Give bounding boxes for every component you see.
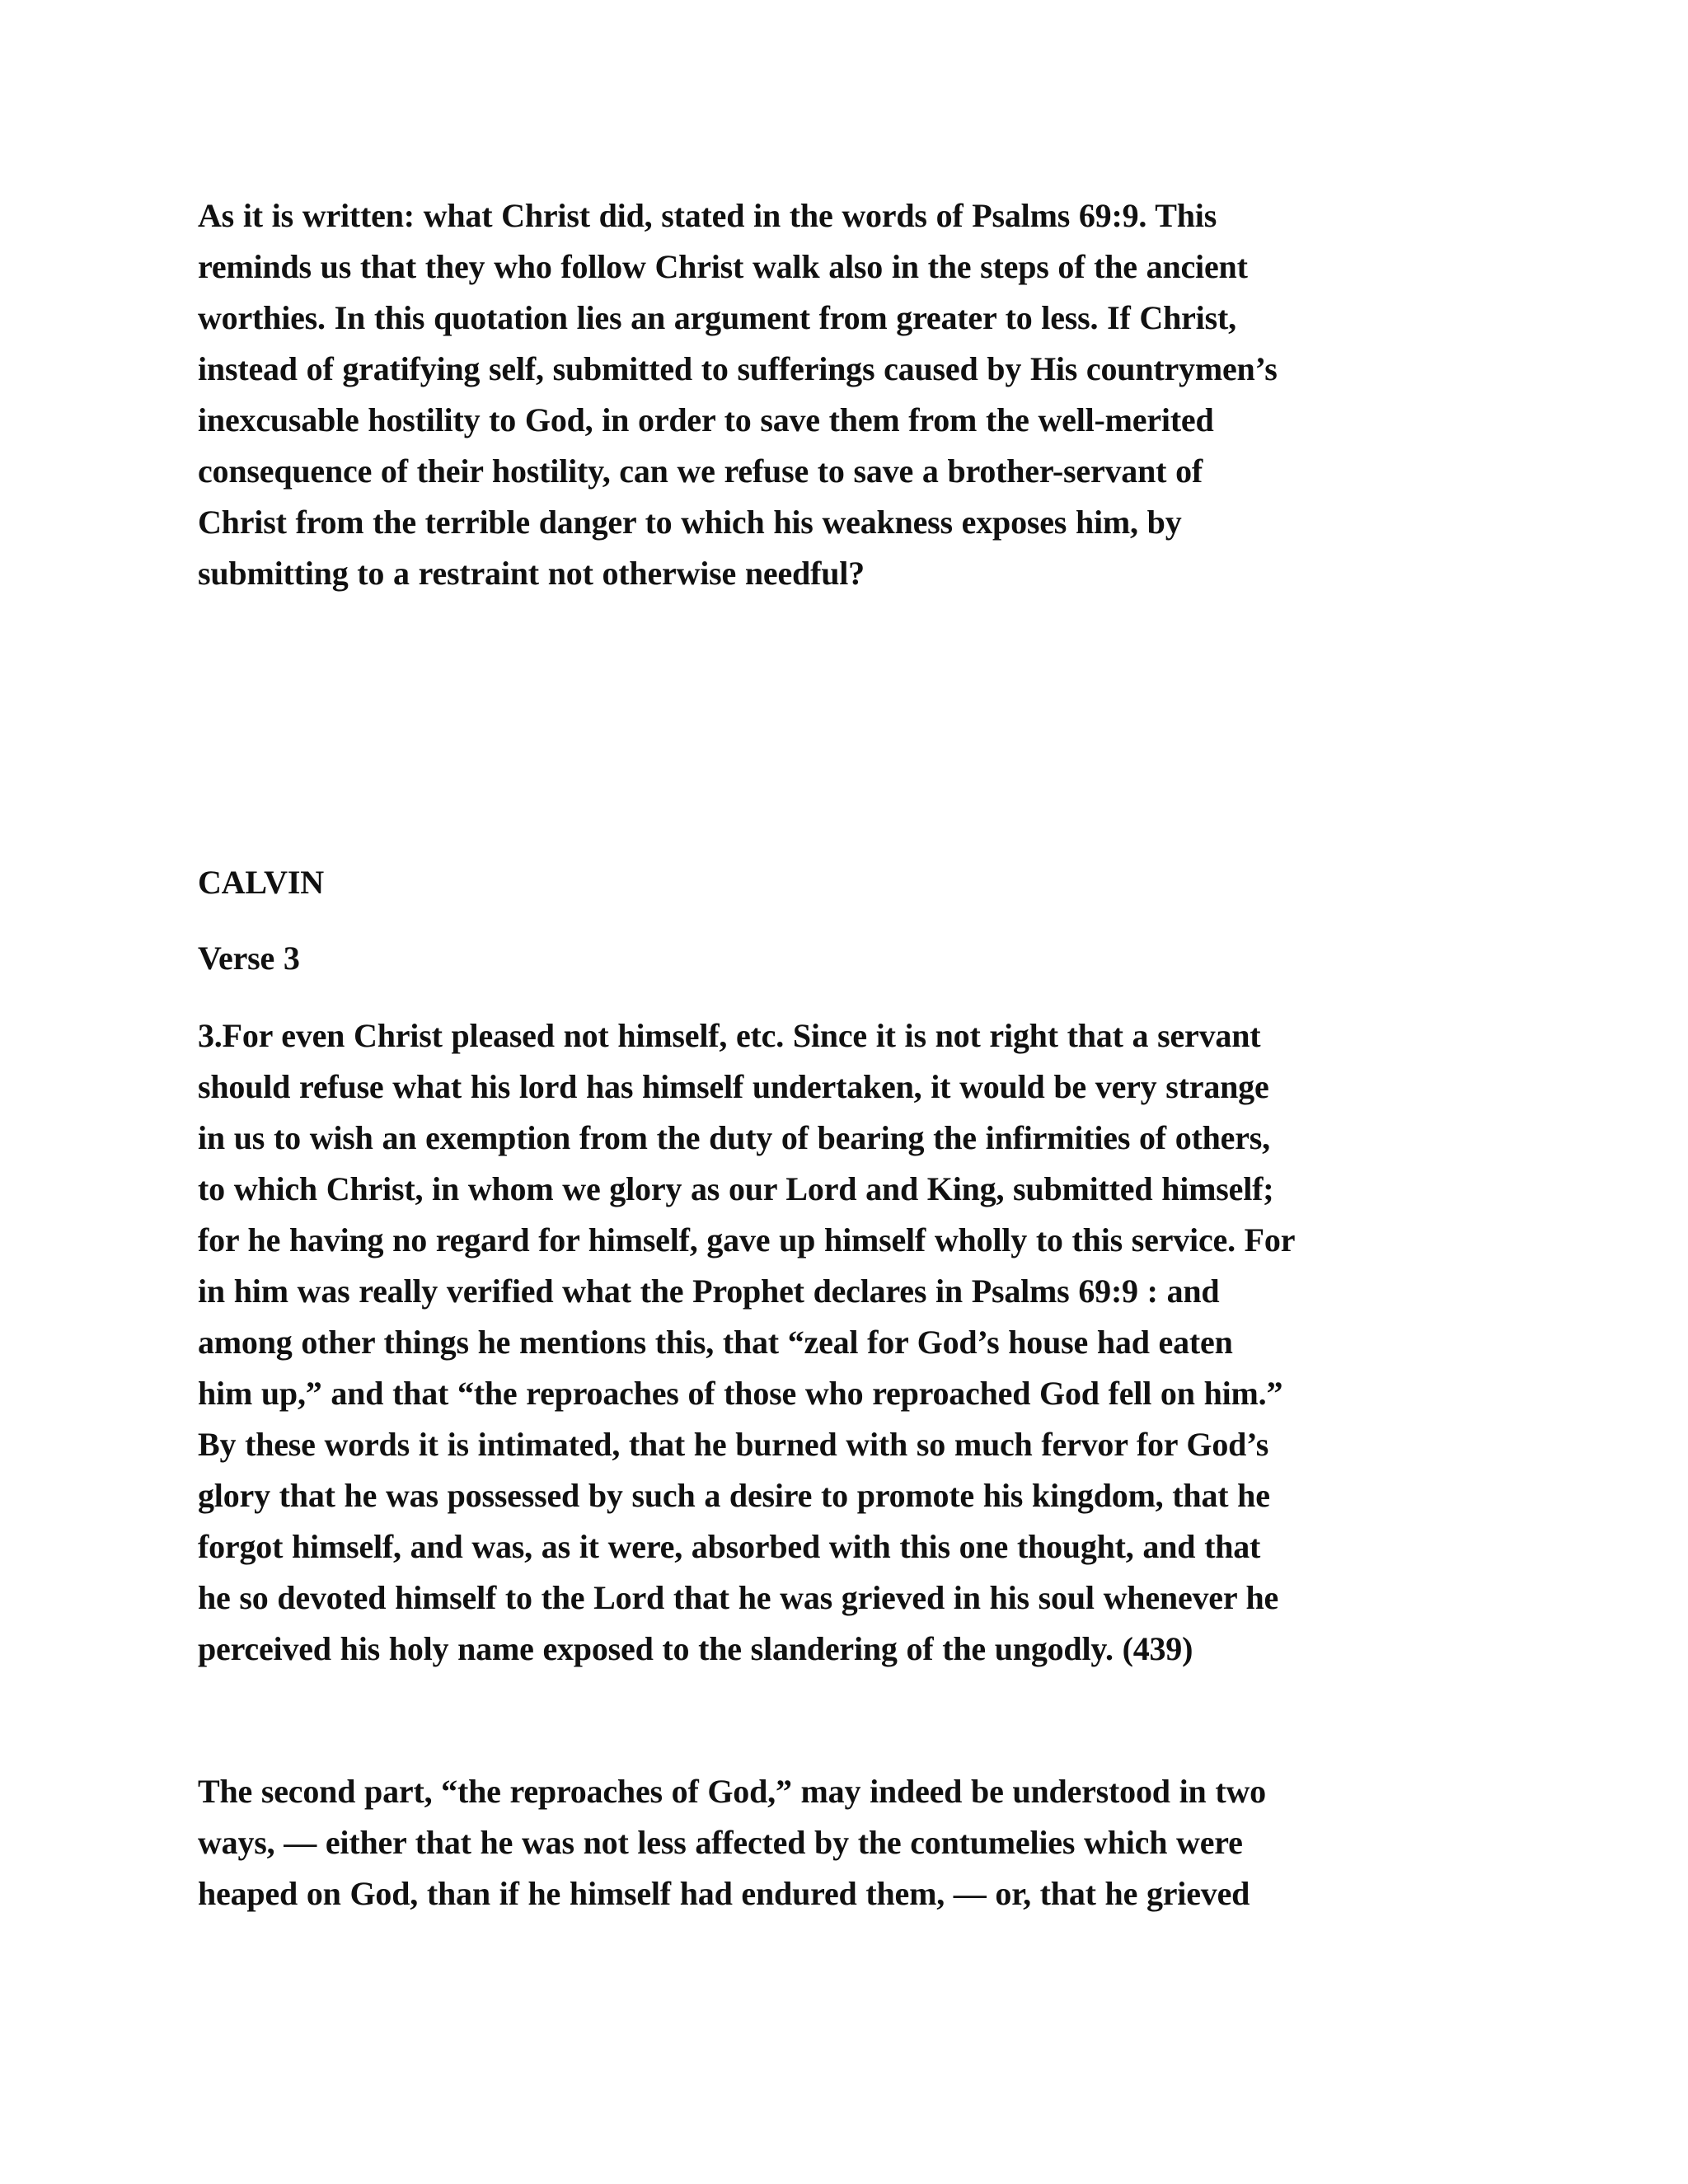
verse-heading: Verse 3 [198, 940, 300, 977]
commentary-paragraph: As it is written: what Christ did, stated in the words of Psalms 69:9. This reminds us that they who follow Christ walk also in the steps of the ancient worthies. In this quotation lies an argument from greater to less. If Christ, instead of gratifying self, submitted to sufferings caused by His countrymen’s inexcusable hostility to God, in order to save them from the well-merited consequence of their hostility, can we refuse to save a brother-servant of Christ from the terrible danger to which his weakness exposes him, by submitting to a restraint not otherwise needful? [198, 197, 1278, 592]
calvin-paragraph: 3.For even Christ pleased not himself, etc. Since it is not right that a servant should refuse what his lord has himself undertaken, it would be very strange in us to wish an exemption from the duty of bearing the infirmities of others, to which Christ, in whom we glory as our Lord and King, submitted himself; for he having no regard for himself, gave up himself wholly to this service. For in him was really verified what the Prophet declares in Psalms 69:9 : and among other things he mentions this, that “zeal for God’s house had eaten him up,” and that “the reproaches of those who reproached God fell on him.” By these words it is intimated, that he burned with so much fervor for God’s glory that he was possessed by such a desire to promote his kingdom, that he forgot himself, and was, as it were, absorbed with this one thought, and that he so devoted himself to the Lord that he was grieved in his soul whenever he perceived his holy name exposed to the slandering of the ungodly. (439) [198, 1017, 1296, 1667]
continuation-paragraph: The second part, “the reproaches of God,” may indeed be understood in two ways, — either that he was not less affected by the contumelies which were heaped on God, than if he himself had endured them, — or, that he grieved [198, 1773, 1266, 1912]
section-heading: CALVIN [198, 864, 324, 901]
